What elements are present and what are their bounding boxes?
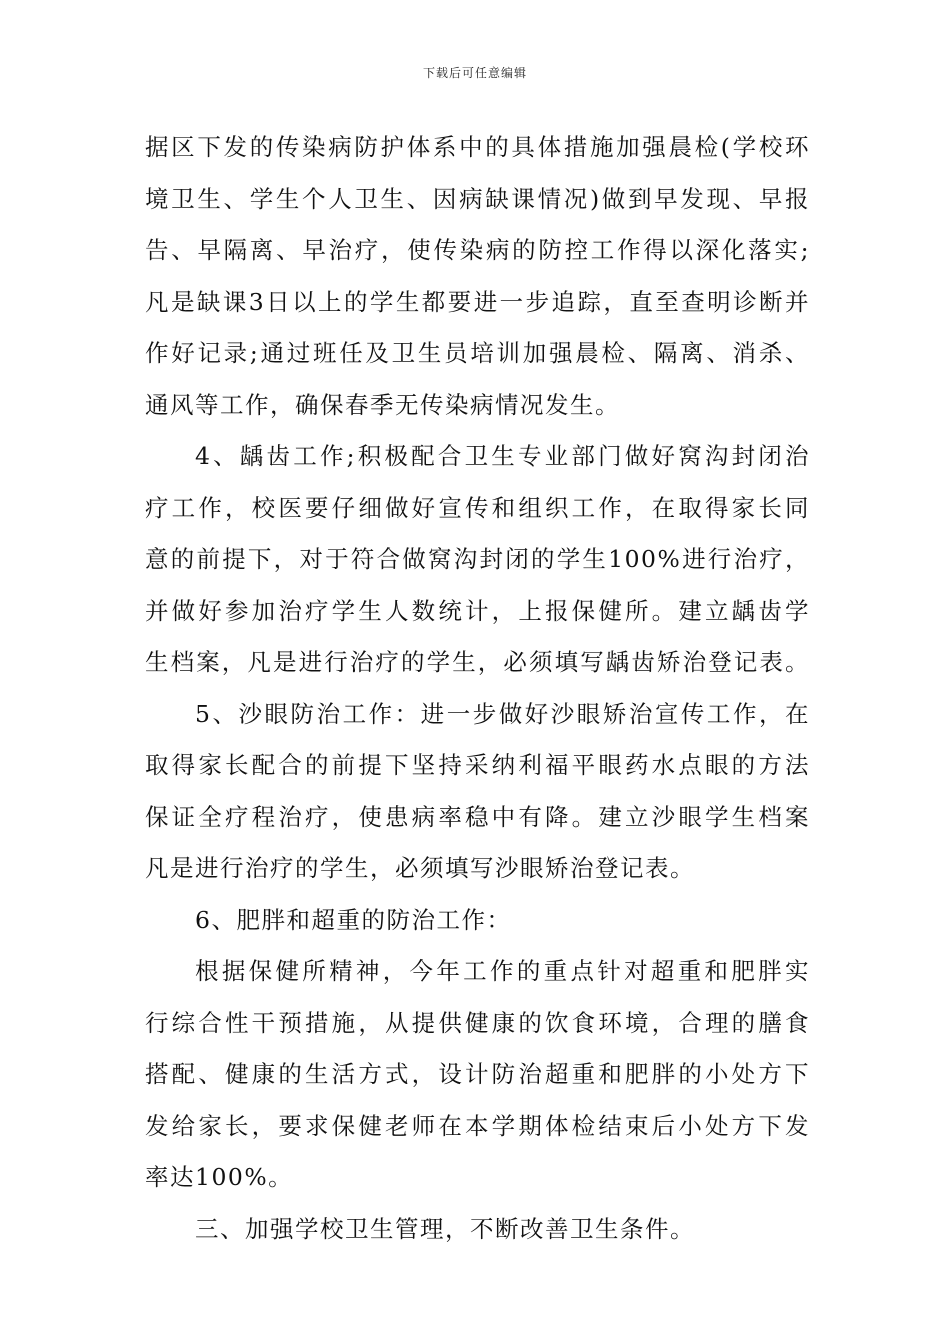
paragraph-line: 告、早隔离、早治疗，使传染病的防控工作得以深化落实;	[145, 236, 810, 264]
paragraph-line: 率达100%。	[145, 1163, 294, 1191]
paragraph-line: 取得家长配合的前提下坚持采纳利福平眼药水点眼的方法	[145, 751, 810, 779]
paragraph-line: 凡是缺课3日以上的学生都要进一步追踪，直至查明诊断并	[145, 287, 810, 316]
paragraph-line: 境卫生、学生个人卫生、因病缺课情况)做到早发现、早报	[145, 184, 810, 213]
paragraph-line: 6、肥胖和超重的防治工作：	[195, 905, 512, 934]
paragraph-line: 搭配、健康的生活方式，设计防治超重和肥胖的小处方下	[145, 1060, 810, 1088]
paragraph-line: 5、沙眼防治工作：进一步做好沙眼矫治宣传工作，在	[195, 699, 810, 728]
paragraph-line: 作好记录;通过班任及卫生员培训加强晨检、隔离、消杀、	[145, 339, 810, 367]
paragraph-line: 4、龋齿工作;积极配合卫生专业部门做好窝沟封闭治	[195, 442, 810, 470]
paragraph-line: 通风等工作，确保春季无传染病情况发生。	[145, 390, 620, 419]
paragraph-line: 凡是进行治疗的学生，必须填写沙眼矫治登记表。	[145, 854, 695, 882]
paragraph-line: 并做好参加治疗学生人数统计，上报保健所。建立龋齿学	[145, 596, 810, 625]
paragraph-line: 根据保健所精神，今年工作的重点针对超重和肥胖实	[195, 957, 810, 985]
paragraph-line: 疗工作，校医要仔细做好宣传和组织工作，在取得家长同	[145, 493, 810, 522]
paragraph-line: 意的前提下，对于符合做窝沟封闭的学生100%进行治疗，	[145, 545, 810, 573]
paragraph-line: 行综合性干预措施，从提供健康的饮食环境，合理的膳食	[145, 1008, 810, 1037]
document-body	[145, 127, 810, 1260]
paragraph-line: 保证全疗程治疗，使患病率稳中有降。建立沙眼学生档案	[145, 802, 810, 831]
paragraph-line: 据区下发的传染病防护体系中的具体措施加强晨检(学校环	[145, 133, 810, 161]
paragraph-line: 发给家长，要求保健老师在本学期体检结束后小处方下发	[145, 1111, 810, 1140]
paragraph-line: 三、加强学校卫生管理，不断改善卫生条件。	[195, 1214, 695, 1243]
paragraph-line: 生档案，凡是进行治疗的学生，必须填写龋齿矫治登记表。	[145, 648, 810, 676]
page-header-note: 下载后可任意编辑	[422, 66, 527, 80]
